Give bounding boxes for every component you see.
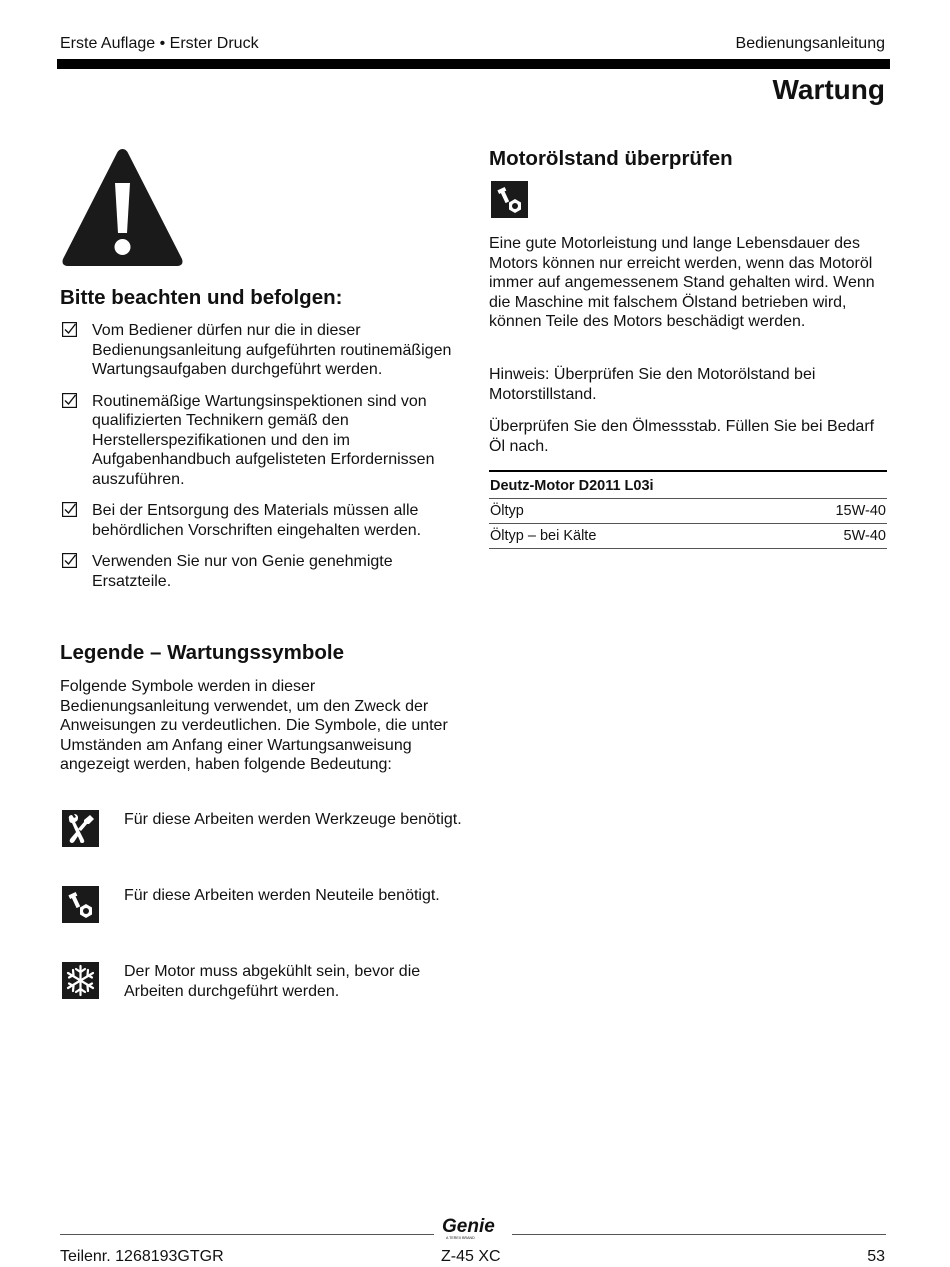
section-title: Wartung (772, 74, 885, 105)
footer-rule-left (60, 1234, 434, 1235)
engine-oil-table (489, 470, 887, 549)
legend-text: Der Motor muss abgekühlt sein, bevor die Arbeiten durchgeführt werden. (124, 963, 421, 1000)
footer-rule-right (512, 1234, 886, 1235)
logo-subtext: A TEREX BRAND (446, 1236, 475, 1240)
list-item (60, 392, 460, 490)
new-parts-icon (491, 181, 528, 218)
tools-icon (62, 810, 99, 847)
list-item-text: Routinemäßige Wartungsinspektionen sind von qualifizierten Technikern gemäß den Herstellerspezifikationen und den im Aufgabenhandbuch aufgelisteten Erfordernissen auszuführen. (92, 392, 435, 488)
header-doc-type: Bedienungsanleitung (735, 35, 885, 52)
oil-check-heading: Motorölstand überprüfen (489, 147, 733, 170)
header-rule (57, 59, 890, 69)
genie-logo (440, 1214, 506, 1242)
new-parts-icon (62, 886, 99, 923)
list-item-text: Vom Bediener dürfen nur die in dieser Bedienungsanleitung aufgeführten routinemäßigen Wartungsaufgaben durchgeführt werden. (92, 322, 452, 378)
header-edition: Erste Auflage • Erster Druck (60, 35, 259, 52)
list-item (60, 321, 460, 380)
list-item-text: Verwenden Sie nur von Genie genehmigte Ersatzteile. (92, 553, 393, 590)
list-item (60, 552, 460, 591)
footer-page-number: 53 (867, 1248, 885, 1265)
cold-engine-icon (62, 962, 99, 999)
legend-heading: Legende – Wartungssymbole (60, 641, 345, 664)
table-row (489, 524, 887, 549)
oil-check-intro: Eine gute Motorleistung und lange Lebensdauer des Motors können nur erreicht werden, wenn das Motoröl immer auf angemessenem Stand gehalten wird. Wenn die Maschine mit falschem Ölstand betrieben wird, können Teile des Motors beschädigt werden. (489, 235, 875, 330)
table-row (489, 499, 887, 524)
legend-text: Für diese Arbeiten werden Neuteile benötigt. (124, 887, 440, 904)
oil-check-note: Hinweis: Überprüfen Sie den Motorölstand bei Motorstillstand. (489, 366, 816, 403)
checkbox-checked-icon (62, 553, 77, 568)
checkbox-checked-icon (62, 322, 77, 337)
table-cell-label: Öltyp – bei Kälte (489, 524, 756, 549)
notice-checklist (60, 321, 460, 603)
table-cell-value: 5W-40 (756, 524, 887, 549)
table-cell-label: Öltyp (489, 499, 756, 524)
footer-model: Z-45 XC (441, 1248, 501, 1265)
table-title: Deutz-Motor D2011 L03i (489, 471, 887, 499)
checkbox-checked-icon (62, 502, 77, 517)
legend-text: Für diese Arbeiten werden Werkzeuge benötigt. (124, 811, 462, 828)
oil-check-instruction: Überprüfen Sie den Ölmessstab. Füllen Sie bei Bedarf Öl nach. (489, 418, 875, 455)
list-item-text: Bei der Entsorgung des Materials müssen alle behördlichen Vorschriften eingehalten werden. (92, 502, 422, 539)
legend-intro: Folgende Symbole werden in dieser Bedienungsanleitung verwendet, um den Zweck der Anweisungen zu verdeutlichen. Die Symbole, die unter Umständen am Anfang einer Wartungsanweisung angezeigt werden, haben folgende Bedeutung: (60, 678, 448, 773)
table-cell-value: 15W-40 (756, 499, 887, 524)
notice-heading: Bitte beachten und befolgen: (60, 286, 343, 309)
logo-text: Genie (442, 1216, 495, 1237)
checkbox-checked-icon (62, 393, 77, 408)
warning-triangle-icon (60, 145, 185, 268)
list-item (60, 501, 460, 540)
footer-part-number: Teilenr. 1268193GTGR (60, 1248, 224, 1265)
